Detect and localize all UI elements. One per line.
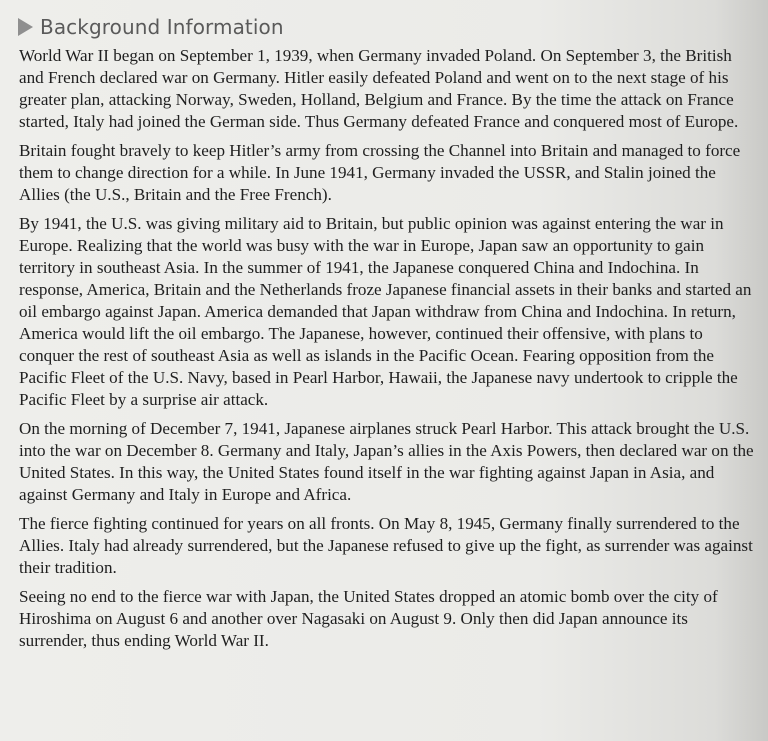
paragraph-6: Seeing no end to the fierce war with Japan, the United States dropped an atomic bomb over the city of Hiroshima on August 6 and another over Nagasaki on August 9. Only then did Japan announce its surrender, thus ending World War II. (19, 587, 718, 650)
section-heading (18, 12, 284, 42)
paragraph-1: World War II began on September 1, 1939, when Germany invaded Poland. On September 3, the British and French declared war on Germany. Hitler easily defeated Poland and went on to the next stage of his greater plan, attacking Norway, Sweden, Holland, Belgium and France. By the time the attack on France started, Italy had joined the German side. Thus Germany defeated France and conquered most of Europe. (19, 46, 739, 131)
paragraph-3: By 1941, the U.S. was giving military aid to Britain, but public opinion was against entering the war in Europe. Realizing that the world was busy with the war in Europe, Japan saw an opportunity to gain territory in southeast Asia. In the summer of 1941, the Japanese conquered China and Indochina. In response, America, Britain and the Netherlands froze Japanese financial assets in their banks and started an oil embargo against Japan. America demanded that Japan withdraw from China and Indochina. In return, America would lift the oil embargo. The Japanese, however, continued their offensive, with plans to conquer the rest of southeast Asia as well as islands in the Pacific Ocean. Fearing opposition from the Pacific Fleet of the U.S. Navy, based in Pearl Harbor, Hawaii, the Japanese navy undertook to cripple the Pacific Fleet by a surprise air attack. (19, 214, 752, 409)
body-text (19, 45, 755, 659)
paragraph-4: On the morning of December 7, 1941, Japanese airplanes struck Pearl Harbor. This attack brought the U.S. into the war on December 8. Germany and Italy, Japan’s allies in the Axis Powers, then declared war on the United States. In this way, the United States found itself in the war fighting against Japan in Asia, and against Germany and Italy in Europe and Africa. (19, 419, 754, 504)
paragraph-2: Britain fought bravely to keep Hitler’s army from crossing the Channel into Britain and managed to force them to change direction for a while. In June 1941, Germany invaded the USSR, and Stalin joined the Allies (the U.S., Britain and the Free French). (19, 141, 741, 204)
paragraph-5: The fierce fighting continued for years on all fronts. On May 8, 1945, Germany finally surrendered to the Allies. Italy had already surrendered, but the Japanese refused to give up the fight, as surrender was against their tradition. (19, 514, 753, 577)
triangle-right-icon (18, 18, 33, 36)
section-heading-text: Background Information (40, 15, 284, 39)
